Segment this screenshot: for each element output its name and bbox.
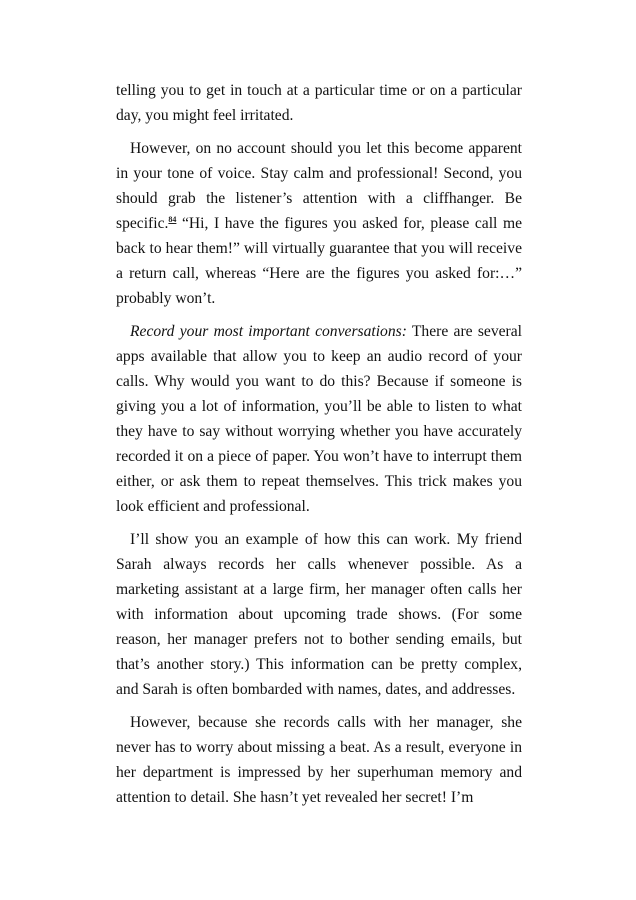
footnote-reference[interactable]: 84 <box>168 215 177 224</box>
paragraph-3-text: There are several apps available that allow you to keep an audio record of your calls. Why would you want to do this? Because if someone is giving you a lot of information, you’ll be able to listen to what they have to say without worrying whether you have accurately recorded it on a piece of paper. You won’t have to interrupt them either, or ask them to repeat themselves. This trick makes you look efficient and professional. <box>116 323 522 515</box>
document-page <box>116 78 522 818</box>
paragraph-1 <box>116 78 522 128</box>
paragraph-2-text: However, on no account should you let this become apparent in your tone of voice. Stay calm and professional! Second, you should grab the listener’s attention with a cliffhanger. Be specific. <box>116 140 522 232</box>
paragraph-3-lead-italic: Record your most important conversations: <box>130 323 407 340</box>
paragraph-3 <box>116 319 522 519</box>
paragraph-4 <box>116 527 522 702</box>
paragraph-2-text-continued: “Hi, I have the figures you asked for, please call me back to hear them!” will virtually guarantee that you will receive a return call, whereas “Here are the figures you asked for:…” probably won’t. <box>116 215 522 307</box>
paragraph-5 <box>116 710 522 810</box>
paragraph-4-text: I’ll show you an example of how this can work. My friend Sarah always records her calls whenever possible. As a marketing assistant at a large firm, her manager often calls her with information about upcoming trade shows. (For some reason, her manager prefers not to bother sending emails, but that’s another story.) This information can be pretty complex, and Sarah is often bombarded with names, dates, and addresses. <box>116 531 522 698</box>
paragraph-2 <box>116 136 522 311</box>
paragraph-5-text: However, because she records calls with her manager, she never has to worry about missing a beat. As a result, everyone in her department is impressed by her superhuman memory and attention to detail. She hasn’t yet revealed her secret! I’m <box>116 714 522 806</box>
paragraph-1-text: telling you to get in touch at a particular time or on a particular day, you might feel irritated. <box>116 82 522 124</box>
